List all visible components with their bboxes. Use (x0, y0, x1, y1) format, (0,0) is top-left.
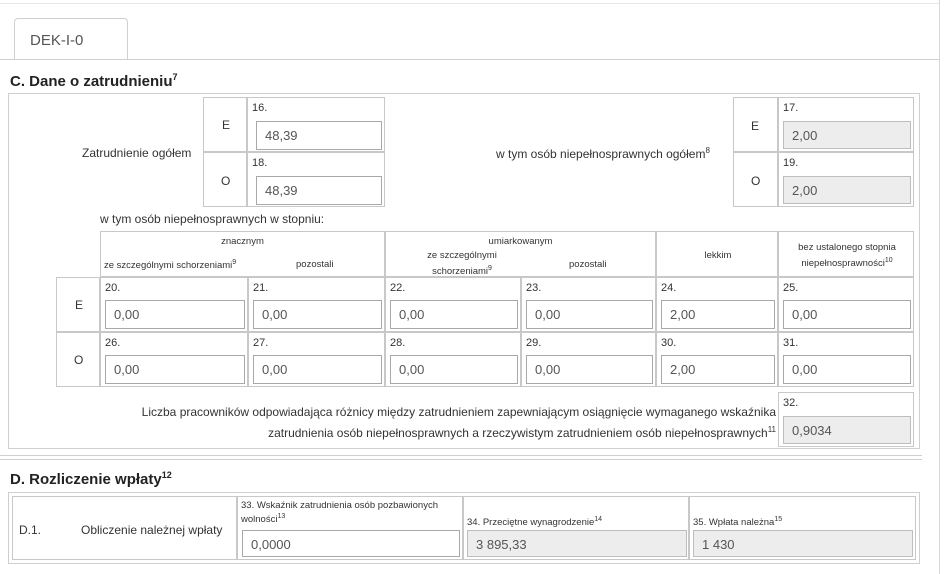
field-35-input: 1 430 (693, 530, 913, 557)
field-21-input[interactable]: 0,00 (253, 300, 382, 329)
header-special-illness: ze szczególnymi schorzeniami$^9$ (104, 259, 237, 272)
field-22-input[interactable]: 0,00 (390, 300, 518, 329)
field-25-input[interactable]: 0,00 (783, 300, 911, 329)
header-other: pozostali (296, 259, 334, 270)
field-22-cell: 22. 0,00 (385, 277, 521, 332)
field-31-cell: 31. 0,00 (778, 332, 914, 387)
field-18-cell: 18. 48,39 (247, 152, 385, 207)
field-27-input[interactable]: 0,00 (253, 355, 382, 384)
row-o-cell-2: O (733, 152, 778, 207)
degree-row-e: E (56, 277, 100, 332)
header-other-2: pozostali (569, 259, 607, 270)
field-28-cell: 28. 0,00 (385, 332, 521, 387)
field-33-label: 33. Wskaźnik zatrudnienia osób pozbawionych wolności$^{13}$ (241, 500, 438, 526)
field-20-input[interactable]: 0,00 (105, 300, 245, 329)
field-35-cell (689, 496, 916, 560)
tab-baseline (0, 59, 940, 60)
field-17-cell: 17. 2,00 (778, 97, 914, 152)
field-34-cell (463, 496, 689, 560)
field-26-cell: 26. 0,00 (100, 332, 248, 387)
tab-label: DEK-I-0 (30, 32, 84, 49)
field-18-input[interactable]: 48,39 (256, 176, 382, 205)
tab-dek-i-0[interactable] (14, 18, 128, 60)
field-29-input[interactable]: 0,00 (526, 355, 653, 384)
right-border (939, 0, 940, 574)
field-26-input[interactable]: 0,00 (105, 355, 245, 384)
field-27-cell: 27. 0,00 (248, 332, 385, 387)
section-divider-2 (0, 459, 922, 460)
row-e-cell-2: E (733, 97, 778, 152)
field-34-input: 3 895,33 (467, 530, 687, 557)
field-20-cell: 20. 0,00 (100, 277, 248, 332)
field-30-cell: 30. 2,00 (656, 332, 778, 387)
difference-label: Liczba pracowników odpowiadająca różnicy między zatrudnieniem zapewniającym osiągnięcie wymaganego wskaźnika zatrudnienia osób niepełnosprawnych a rzeczywistym zatrudnieniem osób niepełnosprawnych$^{11}$ (141, 405, 776, 440)
field-24-input[interactable]: 2,00 (661, 300, 775, 329)
header-mild: lekkim (656, 231, 778, 277)
field-30-input[interactable]: 2,00 (661, 355, 775, 384)
field-16-cell: 16. 48,39 (247, 97, 385, 152)
row-o-cell: O (203, 152, 247, 207)
header-undetermined: bez ustalonego stopnia niepełnosprawności$^{10}$ (778, 231, 914, 277)
field-23-input[interactable]: 0,00 (526, 300, 653, 329)
degree-row-o: O (56, 332, 100, 387)
field-29-cell: 29. 0,00 (521, 332, 656, 387)
header-moderate-label: umiarkowanym (488, 236, 553, 247)
section-divider (0, 455, 922, 456)
field-19-input: 2,00 (783, 176, 911, 204)
employment-total-label: Zatrudnienie ogółem (82, 146, 192, 160)
field-21-cell: 21. 0,00 (248, 277, 385, 332)
top-border (0, 3, 940, 4)
field-25-cell: 25. 0,00 (778, 277, 914, 332)
degree-label: w tym osób niepełnosprawnych w stopniu: (100, 212, 325, 226)
d1-label: Obliczenie należnej wpłaty (81, 523, 223, 537)
field-23-cell: 23. 0,00 (521, 277, 656, 332)
section-c-title: C. Dane o zatrudnieniu$^7$ (10, 72, 178, 90)
field-31-input[interactable]: 0,00 (783, 355, 911, 384)
field-24-cell: 24. 2,00 (656, 277, 778, 332)
field-35-label: 35. Wpłata należna$^{15}$ (693, 516, 783, 529)
disabled-total-label: w tym osób niepełnosprawnych ogółem$^8$ (496, 146, 710, 161)
field-34-label: 34. Przeciętne wynagrodzenie$^{14}$ (467, 516, 603, 529)
field-33-input[interactable]: 0,0000 (242, 530, 460, 557)
field-17-input: 2,00 (783, 121, 911, 149)
field-28-input[interactable]: 0,00 (390, 355, 518, 384)
field-32-input: 0,9034 (783, 416, 911, 444)
d1-code: D.1. (19, 523, 42, 537)
field-19-cell: 19. 2,00 (778, 152, 914, 207)
section-d-title: D. Rozliczenie wpłaty$^{12}$ (10, 470, 172, 488)
field-16-input[interactable]: 48,39 (256, 121, 382, 150)
field-32-cell: 32. 0,9034 (778, 392, 914, 447)
field-33-cell (237, 496, 463, 560)
header-special-illness-2: ze szczególnymi schorzeniami$^9$ (427, 250, 497, 278)
d1-label-cell (12, 496, 237, 560)
row-e-cell: E (203, 97, 247, 152)
header-significant-label: znacznym (221, 236, 264, 247)
